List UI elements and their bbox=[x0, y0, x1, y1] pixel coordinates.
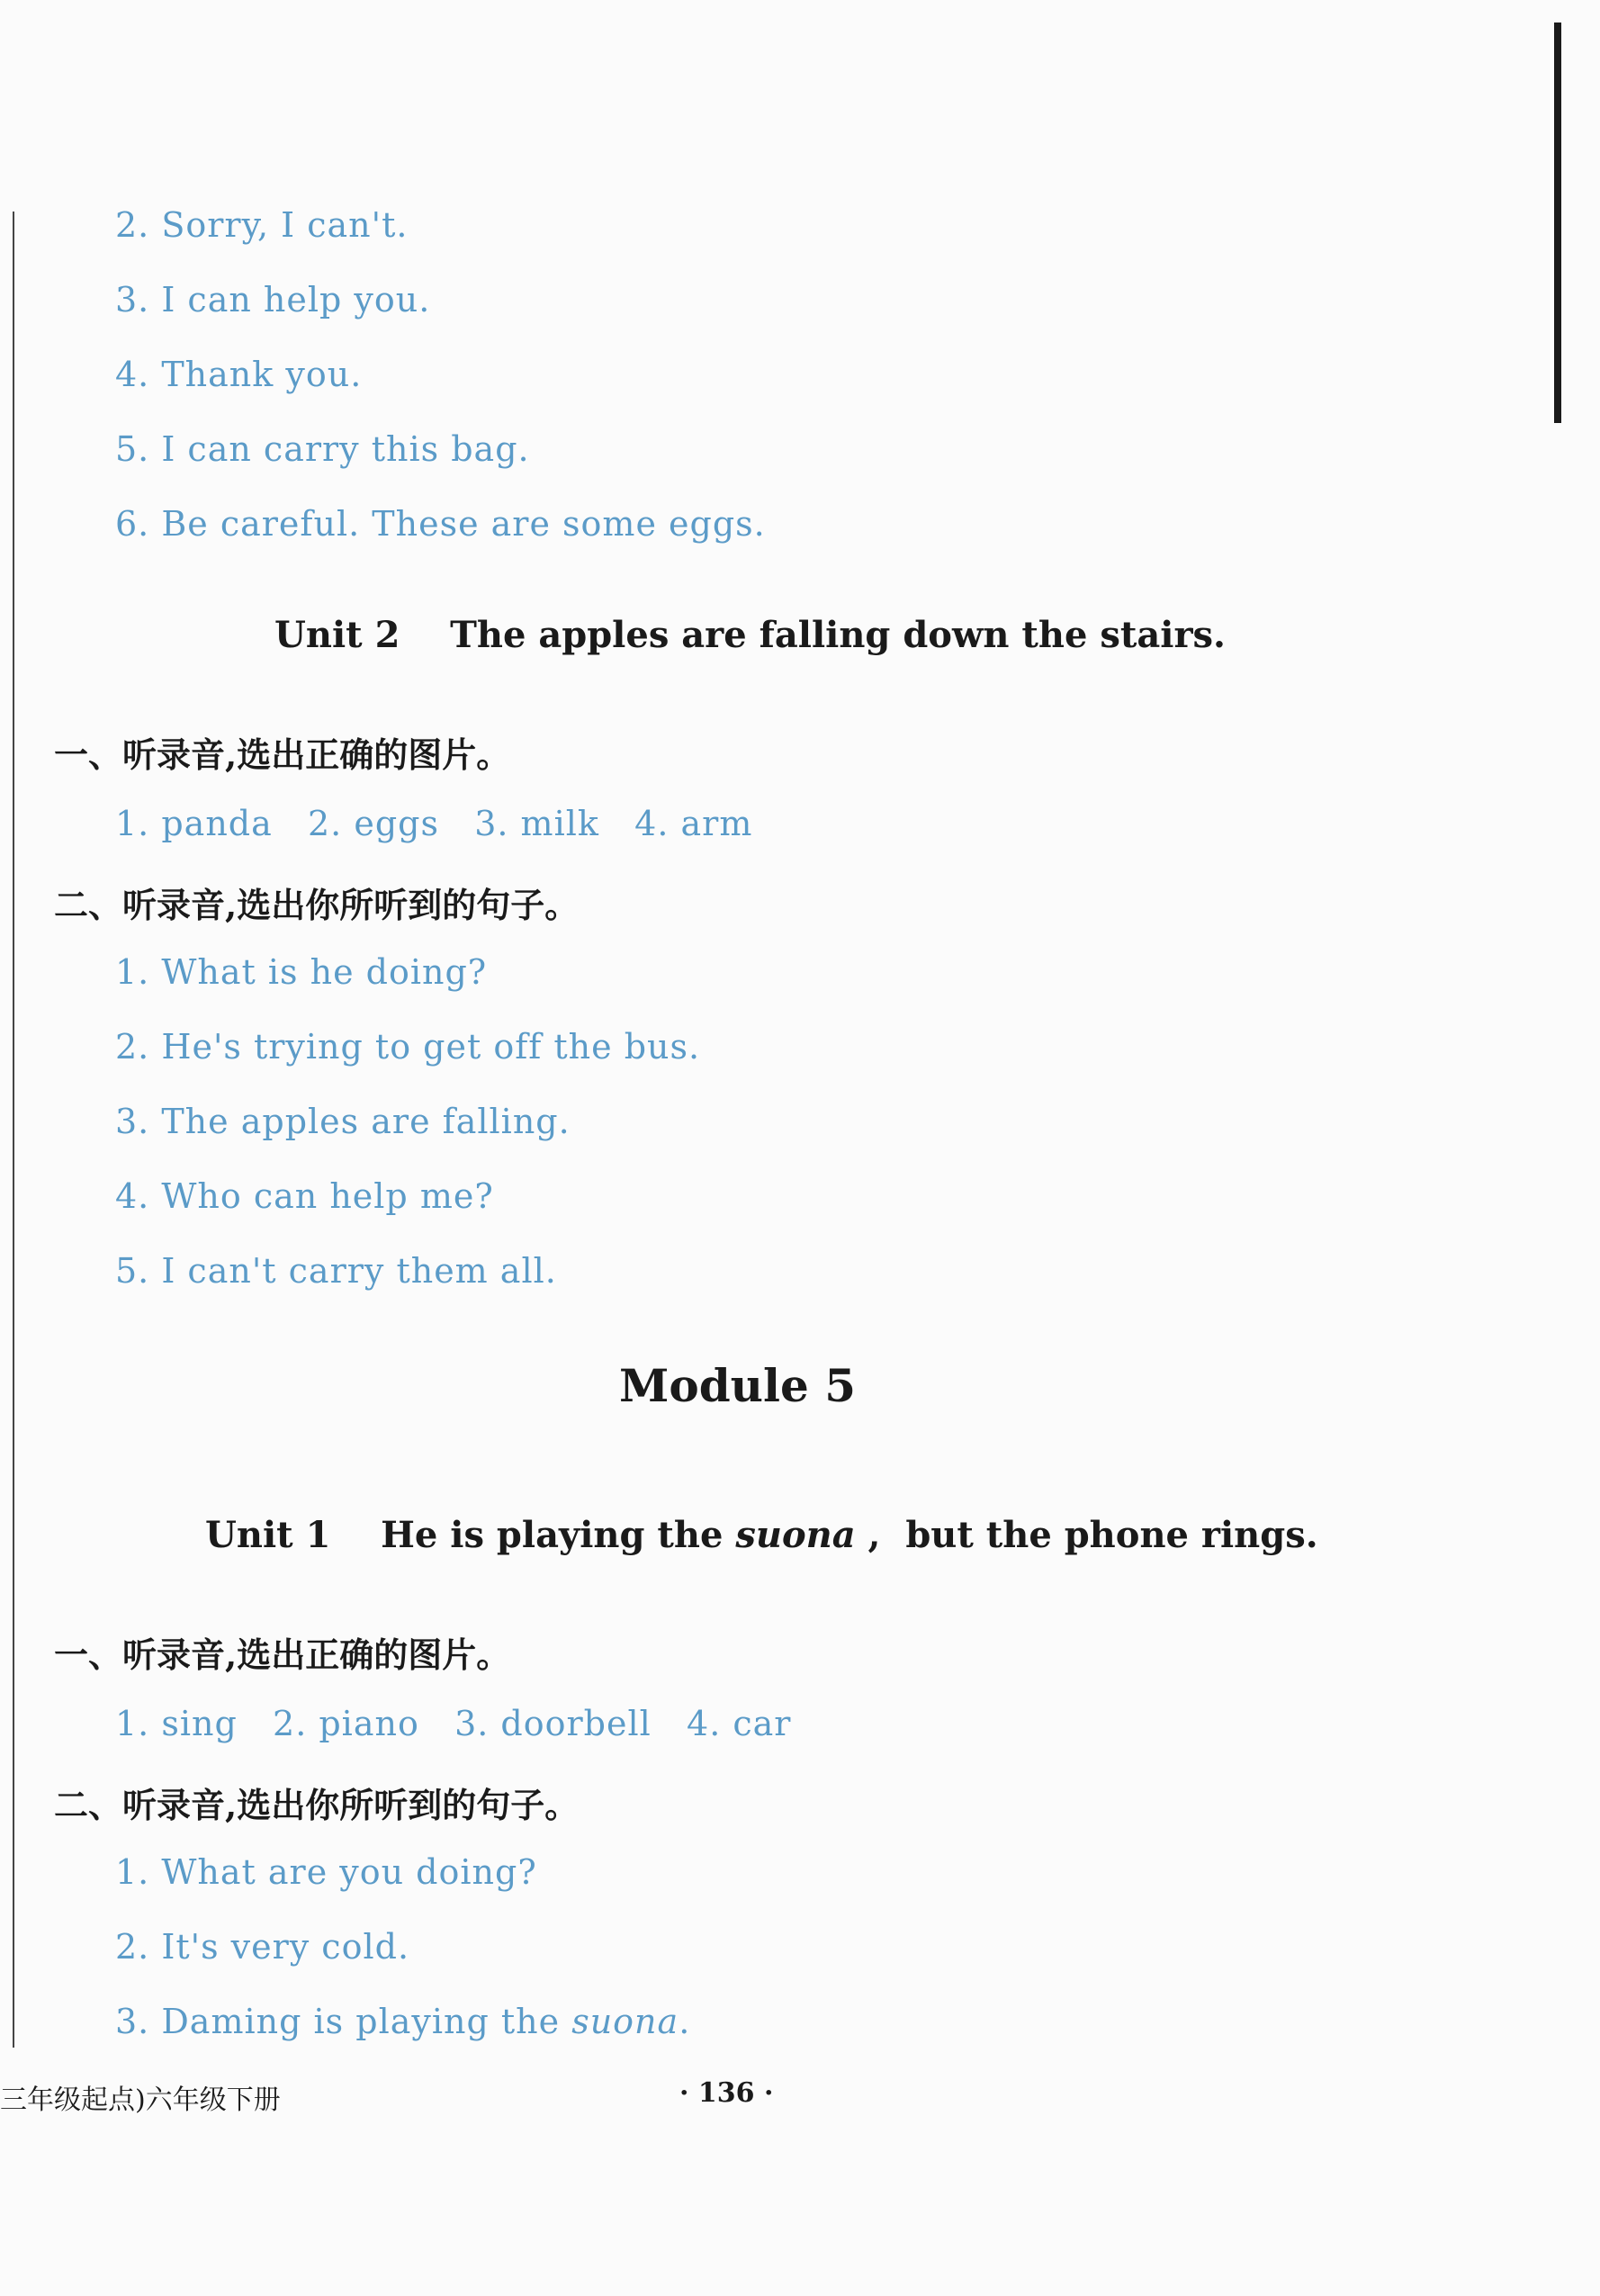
answer-line: 2. Sorry, I can't. bbox=[115, 205, 409, 245]
answer-line: 6. Be careful. These are some eggs. bbox=[115, 504, 766, 544]
answer-line: 1. panda 2. eggs 3. milk 4. arm bbox=[115, 804, 753, 843]
unit-title bbox=[205, 1514, 1318, 1556]
answer-line: 5. I can't carry them all. bbox=[115, 1251, 557, 1291]
answer-line: 4. Who can help me? bbox=[115, 1176, 494, 1216]
right-margin-rule bbox=[1554, 23, 1561, 423]
answer-prefix: 3. Daming is playing the bbox=[115, 2002, 572, 2041]
answer-line: 3. The apples are falling. bbox=[115, 1102, 571, 1141]
question-heading: 一、听录音,选出正确的图片。 bbox=[54, 1634, 511, 1675]
unit-title-italic: suona bbox=[735, 1514, 856, 1556]
answer-italic: suona bbox=[571, 2002, 679, 2041]
answer-line: 1. What is he doing? bbox=[115, 952, 488, 992]
answer-line bbox=[115, 2002, 690, 2041]
answer-line: 1. What are you doing? bbox=[115, 1852, 537, 1892]
unit-title-suffix: , but the phone rings. bbox=[855, 1514, 1318, 1556]
footer-book-info: 三年级起点)六年级下册 bbox=[0, 2084, 281, 2116]
answer-line: 4. Thank you. bbox=[115, 355, 363, 394]
answer-line: 1. sing 2. piano 3. doorbell 4. car bbox=[115, 1704, 792, 1743]
left-margin-rule bbox=[13, 212, 14, 2048]
question-heading: 二、听录音,选出你所听到的句子。 bbox=[54, 885, 580, 925]
answer-line: 2. It's very cold. bbox=[115, 1927, 410, 1967]
module-title: Module 5 bbox=[619, 1359, 857, 1412]
answer-suffix: . bbox=[679, 2002, 691, 2041]
unit-title-prefix: Unit 1 He is playing the bbox=[205, 1514, 736, 1556]
answer-line: 3. I can help you. bbox=[115, 280, 431, 320]
unit-title: Unit 2 The apples are falling down the stairs. bbox=[274, 614, 1226, 656]
question-heading: 一、听录音,选出正确的图片。 bbox=[54, 734, 511, 775]
page-number: · 136 · bbox=[679, 2077, 774, 2109]
question-heading: 二、听录音,选出你所听到的句子。 bbox=[54, 1785, 580, 1825]
answer-line: 5. I can carry this bag. bbox=[115, 429, 530, 469]
answer-line: 2. He's trying to get off the bus. bbox=[115, 1027, 701, 1067]
